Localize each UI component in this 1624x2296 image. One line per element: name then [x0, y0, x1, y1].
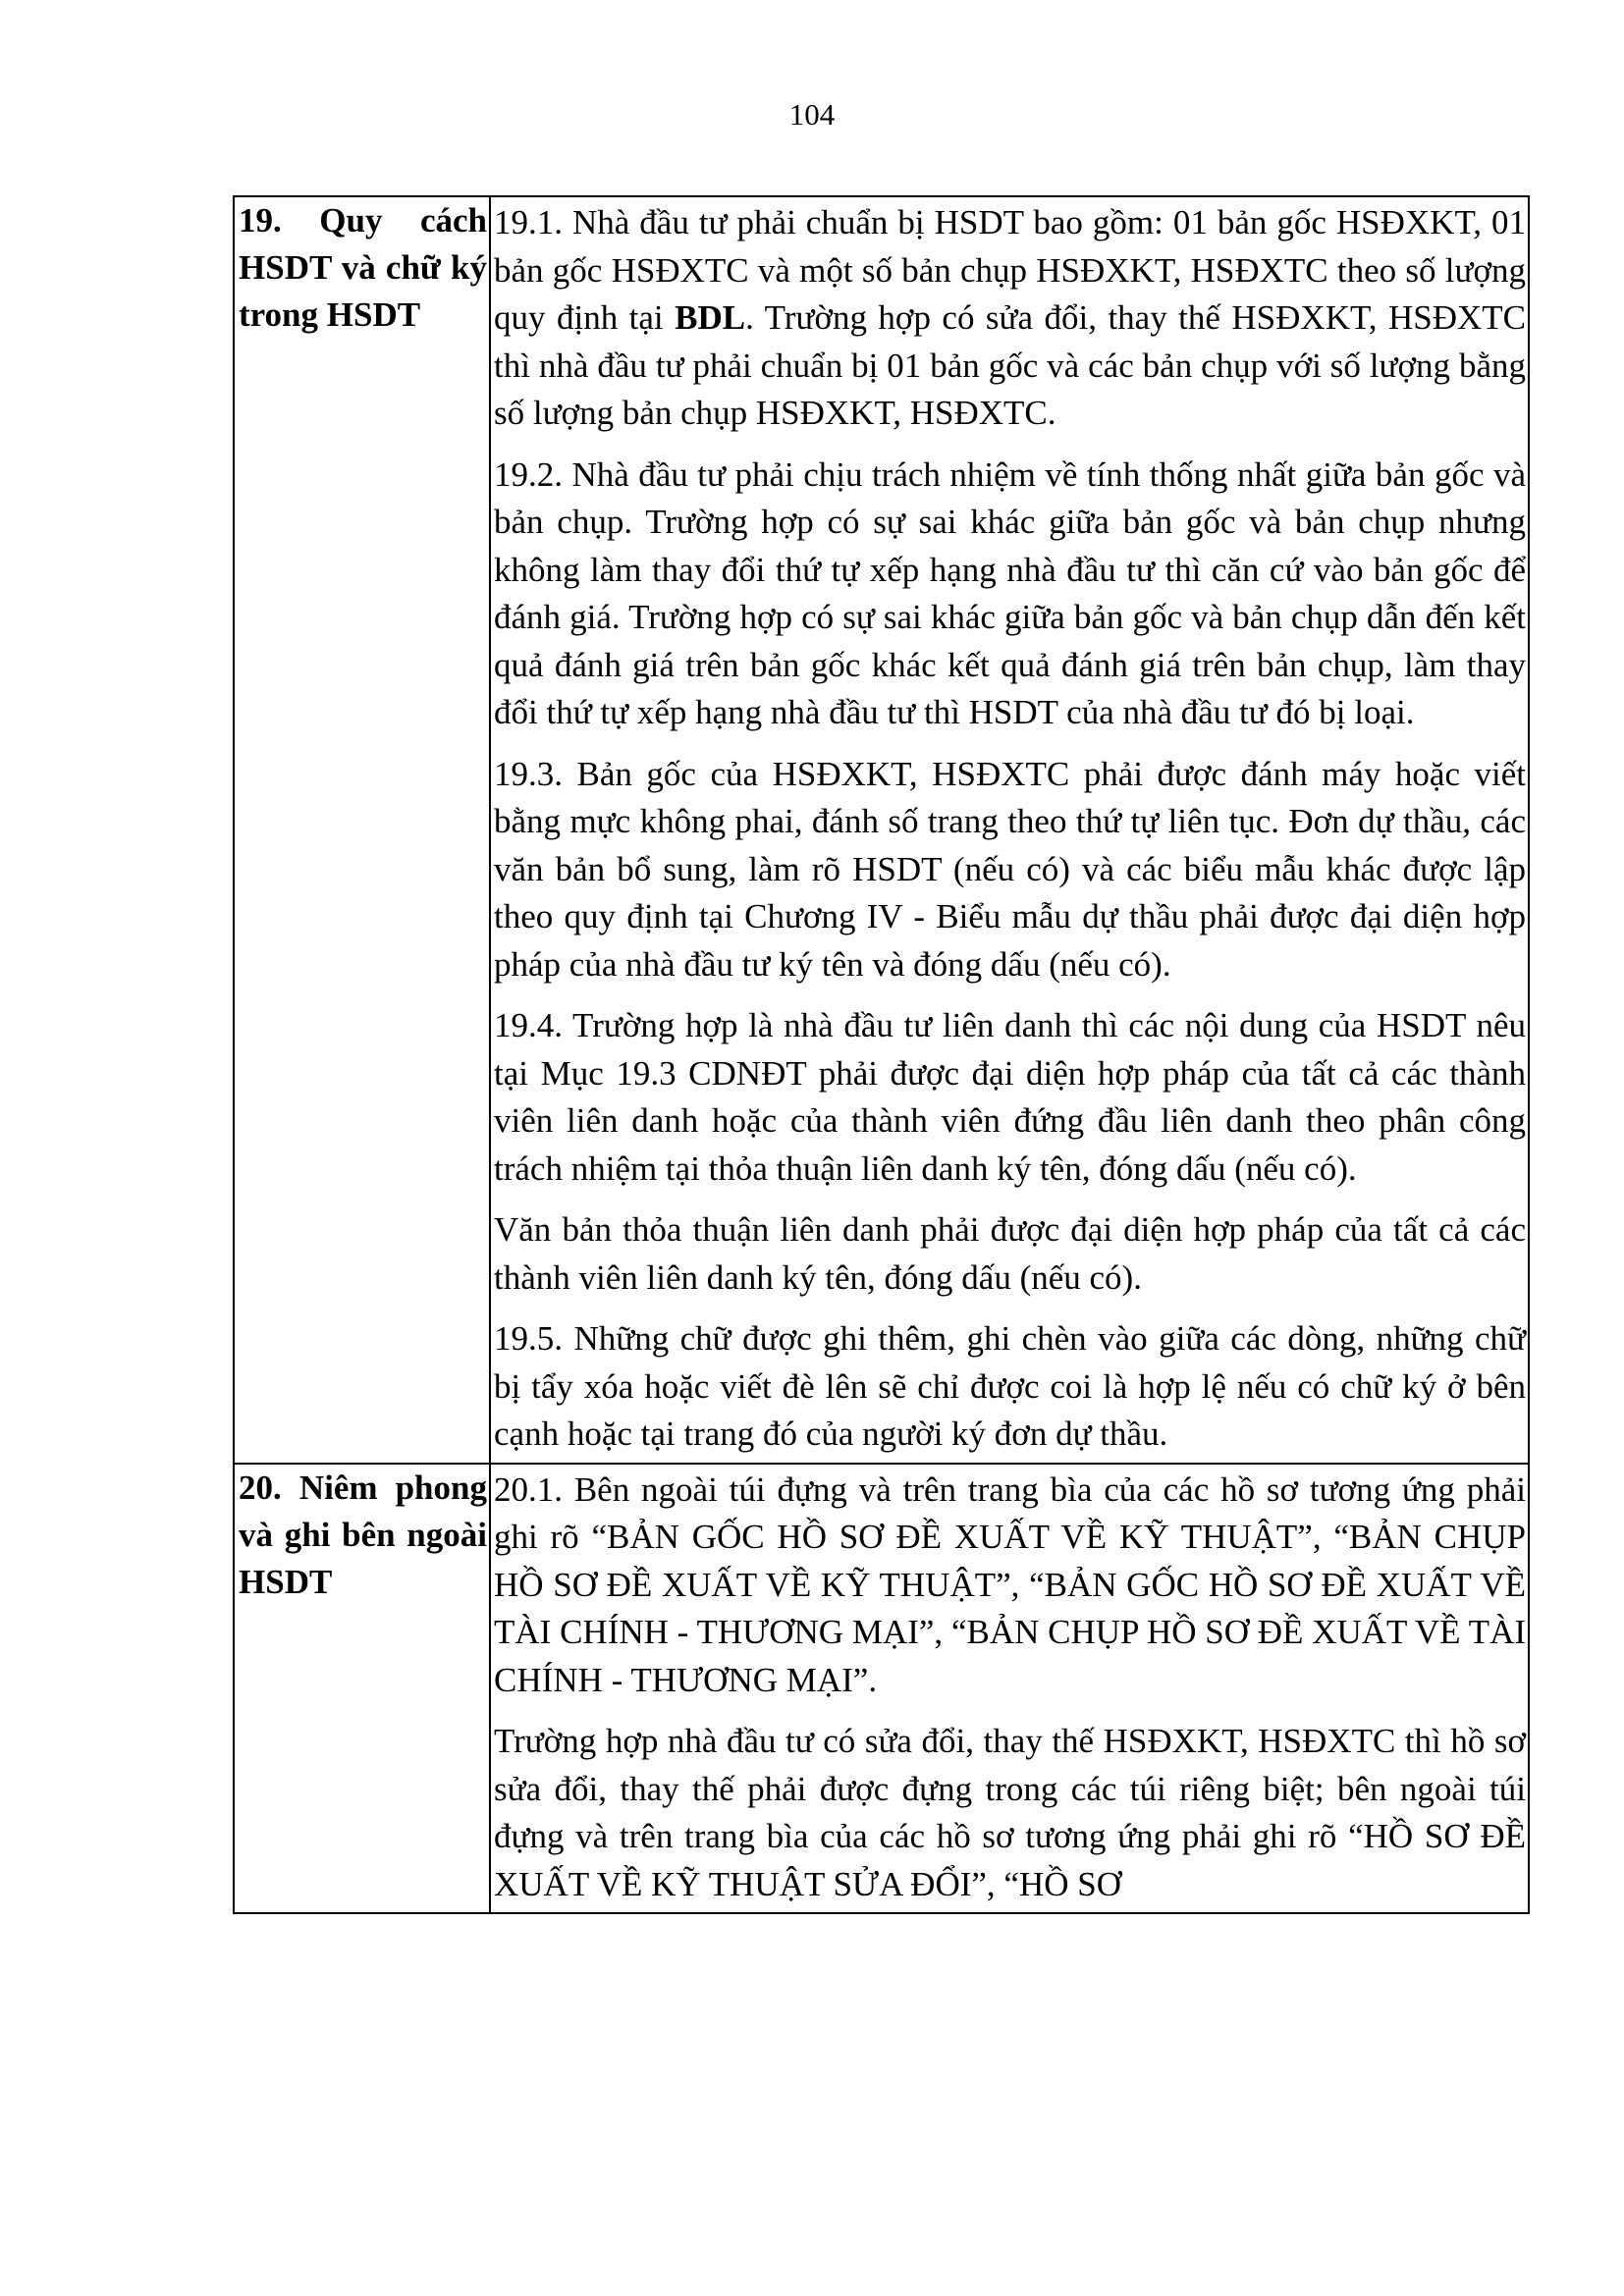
- section-content-cell: [490, 1464, 1529, 1914]
- paragraph-19-4: 19.4. Trường hợp là nhà đầu tư liên danh thì các nội dung của HSDT nêu tại Mục 19.3 CDNĐT phải được đại diện hợp pháp của tất cả các thành viên liên danh hoặc của thành viên đứng đầu liên danh theo phân công trách nhiệm tại thỏa thuận liên danh ký tên, đóng dấu (nếu có).: [494, 1006, 1526, 1188]
- paragraph-19-5: 19.5. Những chữ được ghi thêm, ghi chèn vào giữa các dòng, những chữ bị tẩy xóa hoặc viết đè lên sẽ chỉ được coi là hợp lệ nếu có chữ ký ở bên cạnh hoặc tại trang đó của người ký đơn dự thầu.: [494, 1319, 1526, 1453]
- paragraph-19-2: 19.2. Nhà đầu tư phải chịu trách nhiệm về tính thống nhất giữa bản gốc và bản chụp. Trường hợp có sự sai khác giữa bản gốc và bản chụp nhưng không làm thay đổi thứ tự xếp hạng nhà đầu tư thì căn cứ vào bản gốc để đánh giá. Trường hợp có sự sai khác giữa bản gốc và bản chụp dẫn đến kết quả đánh giá trên bản gốc khác kết quả đánh giá trên bản chụp, làm thay đổi thứ tự xếp hạng nhà đầu tư thì HSDT của nhà đầu tư đó bị loại.: [494, 454, 1526, 731]
- section-content-cell: [490, 196, 1529, 1464]
- table-row: [234, 196, 1529, 1464]
- paragraph-19-3: 19.3. Bản gốc của HSĐXKT, HSĐXTC phải được đánh máy hoặc viết bằng mực không phai, đánh số trang theo thứ tự liên tục. Đơn dự thầu, các văn bản bổ sung, làm rõ HSDT (nếu có) và các biểu mẫu khác được lập theo quy định tại Chương IV - Biểu mẫu dự thầu phải được đại diện hợp pháp của nhà đầu tư ký tên và đóng dấu (nếu có).: [494, 754, 1526, 984]
- table-row: [234, 1464, 1529, 1914]
- section-heading-cell: [234, 1464, 490, 1914]
- paragraph-19-1: 19.1. Nhà đầu tư phải chuẩn bị HSDT bao gồm: 01 bản gốc HSĐXKT, 01 bản gốc HSĐXTC và một số bản chụp HSĐXKT, HSĐXTC theo số lượng quy định tại BDL. Trường hợp có sửa đổi, thay thế HSĐXKT, HSĐXTC thì nhà đầu tư phải chuẩn bị 01 bản gốc và các bản chụp với số lượng bằng số lượng bản chụp HSĐXKT, HSĐXTC.: [494, 203, 1526, 432]
- bdl-reference: BDL: [675, 298, 746, 337]
- page-number: 104: [788, 97, 836, 132]
- document-table: [233, 195, 1530, 1914]
- section-heading: 20. Niêm phong và ghi bên ngoài HSDT: [239, 1468, 487, 1601]
- paragraph-20-1: 20.1. Bên ngoài túi đựng và trên trang bìa của các hồ sơ tương ứng phải ghi rõ “BẢN GỐC HỒ SƠ ĐỀ XUẤT VỀ KỸ THUẬT”, “BẢN CHỤP HỒ SƠ ĐỀ XUẤT VỀ KỸ THUẬT”, “BẢN GỐC HỒ SƠ ĐỀ XUẤT VỀ TÀI CHÍNH - THƯƠNG MẠI”, “BẢN CHỤP HỒ SƠ ĐỀ XUẤT VỀ TÀI CHÍNH - THƯƠNG MẠI”.: [494, 1469, 1526, 1699]
- section-heading: 19. Quy cách HSDT và chữ ký trong HSDT: [239, 201, 487, 334]
- section-heading-cell: [234, 196, 490, 1464]
- paragraph-joint-venture-agreement: Văn bản thỏa thuận liên danh phải được đại diện hợp pháp của tất cả các thành viên liên danh ký tên, đóng dấu (nếu có).: [494, 1210, 1526, 1297]
- paragraph-amendment: Trường hợp nhà đầu tư có sửa đổi, thay thế HSĐXKT, HSĐXTC thì hồ sơ sửa đổi, thay thế phải được đựng trong các túi riêng biệt; bên ngoài túi đựng và trên trang bìa của các hồ sơ tương ứng phải ghi rõ “HỒ SƠ ĐỀ XUẤT VỀ KỸ THUẬT SỬA ĐỔI”, “HỒ SƠ: [494, 1722, 1526, 1903]
